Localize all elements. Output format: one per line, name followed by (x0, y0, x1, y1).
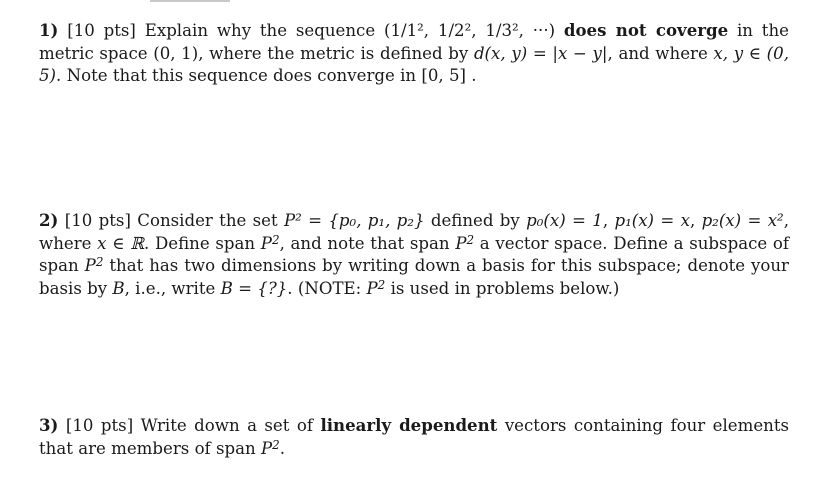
problem-points: [10 pts] (65, 416, 134, 435)
problem-number: 2) (39, 210, 59, 230)
problem-points: [10 pts] (64, 211, 131, 230)
problem-text: Explain why the sequence (144, 21, 376, 40)
domain-expression: x, y ∈ (0, 5) (39, 43, 789, 85)
problem-text: that has two dimensions by writing down a basis for this subspace; denote your basis by (39, 256, 789, 298)
p-squared-symbol: $P^2$ (260, 437, 280, 458)
problem-text: . (NOTE: (287, 278, 362, 298)
problem-text: Consider the set (137, 211, 278, 230)
sequence-expression: (1/1², 1/2², 1/3², ···) (383, 21, 556, 40)
problem-text: , where the metric is defined by (198, 43, 469, 63)
basis-symbol: B (112, 278, 125, 298)
emphasis-text: does not coverge (563, 20, 729, 40)
problem-text: a vector space. Define a subspace of span (39, 233, 790, 275)
set-definition: P² = {p₀, p₁, p₂} (284, 211, 425, 230)
emphasis-text: linearly dependent (320, 415, 498, 435)
problem-number: 3) (39, 415, 59, 435)
p2-definition: p₂(x) = x² (701, 211, 784, 230)
problem-text: vectors containing four elements that are members of span (39, 416, 790, 458)
problem-text: in the metric space (39, 21, 789, 63)
closed-interval: [0, 5] (421, 66, 466, 85)
problem-text: , where (39, 211, 789, 253)
space-interval: (0, 1) (153, 43, 199, 63)
problem-1 (39, 19, 789, 88)
problem-text: . Define span (144, 233, 256, 253)
p0-definition: p₀(x) = 1 (526, 211, 603, 230)
problem-points: [10 pts] (67, 21, 136, 40)
problem-text: . (471, 66, 477, 85)
problem-text: defined by (430, 211, 520, 230)
reals-membership: x ∈ ℝ (97, 233, 144, 253)
p-squared-symbol: $P^2$ (455, 232, 475, 253)
p-squared-symbol: $P^2$ (84, 254, 104, 275)
problem-text: , and where (607, 43, 708, 63)
problem-text: . Note that this sequence does converge in (56, 66, 417, 85)
metric-definition: d(x, y) = |x − y| (473, 43, 608, 63)
basis-equation: B = {?} (220, 278, 288, 298)
problem-text: is used in problems below.) (390, 278, 620, 298)
p1-definition: p₁(x) = x (614, 211, 690, 230)
problem-text: . (279, 438, 286, 458)
problem-number: 1) (39, 20, 59, 40)
problem-text: , i.e., write (124, 278, 216, 298)
top-rule-fragment (150, 0, 230, 2)
problem-text: , and note that span (279, 233, 450, 253)
p-squared-symbol: $P^2$ (260, 232, 280, 253)
problem-text: Write down a set of (140, 416, 313, 435)
p-squared-symbol: $P^2$ (366, 277, 386, 298)
problem-2: 2) [10 pts] Consider the set P² = {p₀, p₁, p₂} defined by p₀(x) = 1, p₁(x) = x, p₂(x) = x², where x ∈ ℝ. Define span $P^2$, and note that span $P^2$ a vector space. Define a subspace of span $P^2$ that has two dimensions by writing down a basis for this subspace; denote your basis by B, i.e., write B = {?}. (NOTE: $P^2$ is used in problems below.) (39, 210, 790, 298)
problem-3 (39, 414, 789, 460)
